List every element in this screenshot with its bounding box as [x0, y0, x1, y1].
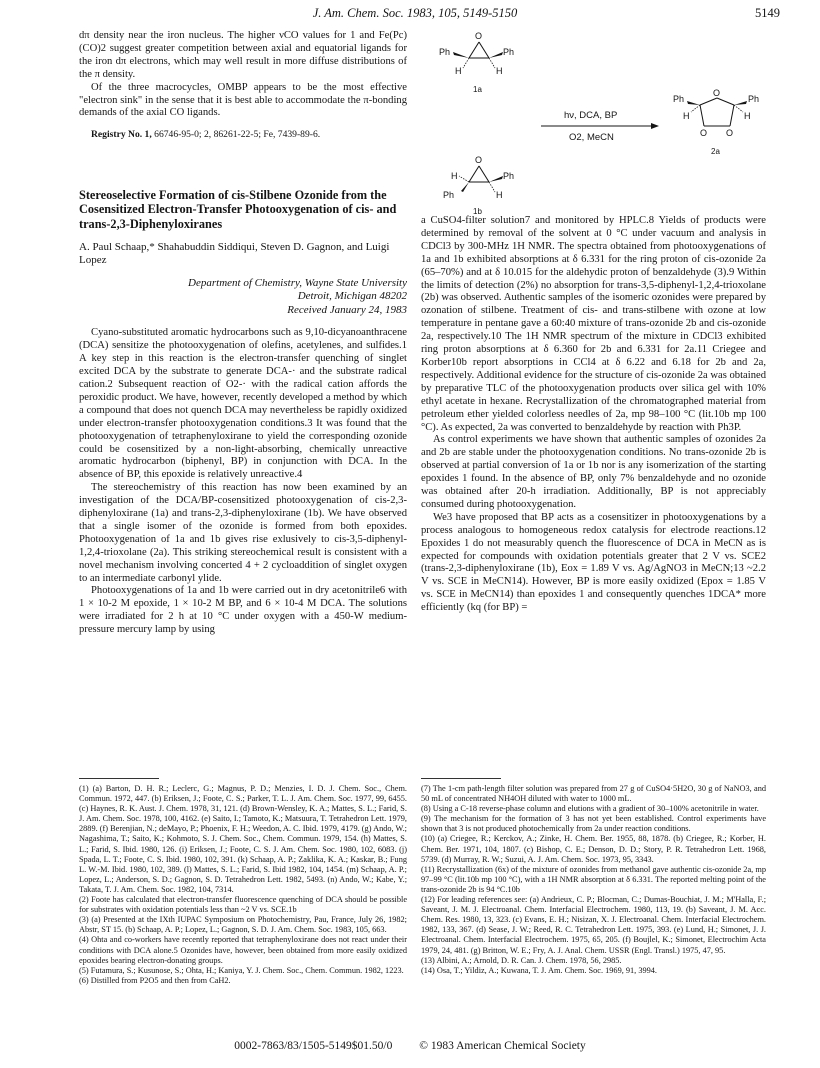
structure-1a	[439, 31, 514, 94]
footnote: (1) (a) Barton, D. H. R.; Leclerc, G.; Magnus, P. D.; Menzies, I. D. J. Chem. Soc., Chem. Commun. 1972, 447. (b) Eriksen, J.; Foote, C. S.; Parker, T. L. J. Am. Chem. Soc. 1977, 99, 6455. (c) Haynes, R. K. Aust. J. Chem. 1978, 31, 121. (d) Brown-Wensley, K. A.; Mattes, S. L.; Farid, S. J. Am. Chem. Soc. 1978, 100, 4162. (e) Saito, I.; Tamoto, K.; Matsuura, T. Tetrahedron Lett. 1979, 2889. (f) Berenjian, N.; deMayo, P.; Phoenix, F. H.; Weedon, A. C. Ibid. 1979, 4179. (g) Ando, W.; Nagashima, T.; Saito, K.; Kohmoto, S. J. Chem. Soc., Chem. Commun. 1979, 154. (h) Mattes, S. L.; Farid, S. Ibid. 1980, 126. (i) Eriksen, J.; Foote, C. S. J. Am. Chem. Soc. 1980, 102, 6083. (j) Spada, L. T.; Foote, C. S. Ibid. 1980, 102, 391. (k) Schaap, A. P.; Zaklika, K. A.; Kaskar, B.; Fung L. W.-M. Ibid. 1980, 102, 389. (l) Mattes, S. L.; Farid, S. Ibid 1982, 104, 1454. (m) Schaap, A. P.; Lopez, L.; Anderson, S. D.; Gagnon, S. D. Tetrahedron Lett. 1982, 5493. (n) Ando, W.; Kabe, Y.; Takata, T. J. Am. Chem. Soc. 1982, 104, 7314.	[79, 784, 407, 894]
footnote: (2) Foote has calculated that electron-transfer fluorescence quenching of DCA should be possible for substrates with oxidation potentials less than ~2 V vs. SCE.1b	[79, 895, 407, 915]
footnote: (11) Recrystallization (6x) of the mixture of ozonides from methanol gave authentic cis-ozonide 2a, mp 97–99 °C (lit.10b mp 100 °C), with a 1H NMR absorption at δ 6.331. The reported melting point of the trans-ozonide 2b is 94 °C.10b	[421, 864, 766, 894]
prev-article-paragraph-2: Of the three macrocycles, OMBP appears to be the most effective "electron sink" in the sense that it is best able to accommodate the π-bonding demands of the axial CO ligands.	[79, 81, 407, 119]
page-number: 5149	[755, 6, 780, 20]
1a-oxygen: O	[475, 31, 483, 41]
1a-h-left: H	[455, 66, 462, 76]
footnote: (14) Osa, T.; Yildiz, A.; Kuwana, T. J. Am. Chem. Soc. 1969, 91, 3994.	[421, 965, 657, 975]
2a-oxygen-right: O	[726, 128, 734, 138]
footnote: (8) Using a C-18 reverse-phase column and elutions with a gradient of 30–100% acetonitrile in water.	[421, 804, 759, 814]
1b-h-left: H	[451, 171, 458, 181]
1b-ph-right: Ph	[503, 171, 515, 181]
affiliation-city: Detroit, Michigan 48202	[297, 290, 407, 303]
conditions-bottom: O2, MeCN	[569, 132, 614, 143]
body-paragraph-1: Cyano-substituted aromatic hydrocarbons such as 9,10-dicyanoanthracene (DCA) sensitize the photooxygenation of olefins, acetylenes, and sulfides.1 A key step in this reaction is the electron-transfer quenching of singlet excited DCA by the substrate to generate DCA-· and the substrate radical cation.2 Subsequent reaction of O2-· with the radical cation affords the peroxidic product. We have, however, recently developed a method by which a compound that does not quench DCA may nevertheless be rapidly oxidized under electron-transfer photooxygenation conditions.3 It was found that the photooxygenation of tetraphenyloxirane to yield the corresponding ozonide could be cosensitized by a non-light-absorbing, chemically unreactive aromatic hydrocarbon (biphenyl, BP) in conjunction with DCA. In the absence of BP, this epoxide is relatively unreactive.4	[79, 327, 407, 481]
footnotes-left	[79, 784, 407, 986]
1b-ph-left: Ph	[443, 190, 455, 200]
registry-label: Registry No. 1,	[91, 129, 152, 141]
structure-2a	[673, 88, 759, 156]
reaction-scheme-drawing	[421, 30, 766, 215]
label-1b: 1b	[473, 207, 482, 215]
2a-ph-left: Ph	[673, 94, 685, 104]
2a-h-right: H	[744, 111, 751, 121]
footnote: (13) Albini, A.; Arnold, D. R. Can. J. Chem. 1978, 56, 2985.	[421, 955, 622, 965]
article-title: Stereoselective Formation of cis-Stilbene Ozonide from the Cosensitized Electron-Transfer Photooxygenation of cis- and trans-2,3-Diphenyloxiranes	[79, 188, 397, 231]
journal-citation: J. Am. Chem. Soc. 1983, 105, 5149-5150	[312, 6, 518, 20]
2a-oxygen-left: O	[700, 128, 708, 138]
body-paragraph-3: Photooxygenations of 1a and 1b were carried out in dry acetonitrile6 with 1 × 10-2 M epoxide, 1 × 10-2 M BP, and 6 × 10-4 M DCA. The solutions were irradiated for 2 h at 10 °C under oxygen with a 450-W medium-pressure mercury lamp by using	[79, 585, 407, 636]
label-1a: 1a	[473, 85, 482, 94]
footnote-rule-left	[79, 778, 159, 779]
right-body-paragraph-2: As control experiments we have shown that authentic samples of ozonides 2a and 2b are stable under the photooxygenation conditions. No trans-ozonide 2b is observed at partial conversion of 1a or 1b nor is any isomerization of the starting epoxides 1 found. In the absence of BP, only 7% benzaldehyde and no ozonide was obtained after 20-h irradiation. Additionally, BP is not appreciably consumed during photooxygenation.	[421, 434, 766, 510]
registry-text: 66746-95-0; 2, 86261-22-5; Fe, 7439-89-6.	[151, 129, 321, 141]
2a-h-left: H	[683, 111, 690, 121]
right-body-paragraph-3: We3 have proposed that BP acts as a cosensitizer in photooxygenations by a process analogous to homogeneous redox catalysis for electrode reactions.12 Epoxides 1 do not measurably quench the fluorescence of DCA in MeCN as is expected for compounds with oxidation potentials greater that 2 V vs. SCE2 (trans-2,3-diphenyloxirane (1b), Eox = 1.89 V vs. Ag/AgNO3 in MeCN;13 ~2.2 V vs. SCE in MeCN14). However, BP is more easily oxidized (Epox = 1.85 V vs. SCE in MeCN14) than epoxides 1 and consequently quenches 1DCA* more efficiently (kq (for BP) =	[421, 511, 766, 614]
footnote: (3) (a) Presented at the IXth IUPAC Symposium on Photochemistry, Pau, France, July 26, 1982; Abstr, ST 15. (b) Schaap, A. P.; Lopez, L.; Gagnon, S. D. J. Am. Chem. Soc. 1983, 105, 663.	[79, 915, 407, 935]
footnote: (7) The 1-cm path-length filter solution was prepared from 27 g of CuSO4·5H2O, 30 g of NaNO3, and 50 mL of concentrated NH4OH diluted with water to 1000 mL.	[421, 784, 766, 804]
reaction-arrow	[541, 110, 659, 143]
footnote: (6) Distilled from P2O5 and then from CaH2.	[79, 975, 231, 985]
footnote: (12) For leading references see: (a) Andrieux, C. P.; Blocman, C.; Dumas-Bouchiat, J. M.; M'Halla, F.; Saveant, J. M. J. Electroanal. Chem. Interfacial Electrochem. 1980, 113, 19. (b) Saveant, J. M. Acc. Chem. Res. 1980, 13, 323. (c) Evans, E. H.; Nisizan, X. J. Electroanal. Chem. Interfacial Electrochem. 1982, 133, 367. (d) Sease, J. W.; Reed, R. C. Tetrahedron Lett. 1975, 393. (e) Lund, H.; Simonet, J. J. Electroanal. Chem. Interfacial Electrochem. 1975, 65, 205. (f) Boujlel, K.; Simonet, Electrochim Acta 1979, 24, 481. (g) Britton, W. E.; Fry, A. J. Anal. Chem. USSR (Engl. Transl.) 1975, 47, 95.	[421, 895, 766, 955]
label-2a: 2a	[711, 147, 720, 156]
right-column	[421, 30, 766, 615]
registry-numbers	[79, 129, 407, 142]
1a-ph-left: Ph	[439, 47, 451, 57]
running-header	[60, 6, 780, 22]
structure-1b	[443, 155, 514, 215]
footnote-rule-right	[421, 778, 501, 779]
footnote: (5) Futamura, S.; Kusunose, S.; Ohta, H.; Kaniya, Y. J. Chem. Soc., Chem. Commun. 1982, 1223.	[79, 965, 404, 975]
affiliation-department: Department of Chemistry, Wayne State University	[188, 276, 407, 289]
page-footer	[0, 1040, 820, 1052]
article-authors: A. Paul Schaap,* Shahabuddin Siddiqui, Steven D. Gagnon, and Luigi Lopez	[79, 240, 390, 267]
right-body-paragraph-1: a CuSO4-filter solution7 and monitored by HPLC.8 Yields of products were determined by removal of the solvent at 0 °C under vacuum and analysis in CDCl3 by 300-MHz 1H NMR. The spectra obtained from photooxygenations of 1a and 1b exhibited absorptions at δ 6.331 for the ring proton of cis-ozonide 2a (65–70%) and at δ 10.015 for the aldehydic proton of benzaldehyde (3).9 Within the limits of detection (2%) no absorption for trans-3,5-diphenyl-1,2,4-trioxolane (2b) was observed. Authentic samples of the isomeric ozonides were prepared by ozonation of stilbene. Treatment of cis- and trans-stilbene with ozone at low temperature in pentane gave a 60:40 mixture of trans-ozonide 2b and cis-ozonide 2a, respectively.10 The 1H NMR spectrum of the mixture in CDCl3 exhibited ring proton absorptions at δ 6.360 for 2b and 6.331 for 2a.11 Criegee and Korber10b report absorptions in CCl4 at δ 6.22 and 6.18 for 2b and 2a, respectively. Additional evidence for the structure of cis-ozonide 2a was obtained by preparative TLC of the photooxygenation products over silica gel with 10% ethyl acetate in hexane. Recrystallization of the chromatographed material from petroleum ether yielded colorless needles of 2a, mp 98–100 °C (lit.10b mp 100 °C). As expected, 2a was converted to benzaldehyde by reaction with Ph3P.	[421, 215, 766, 433]
footnote: (4) Ohta and co-workers have recently reported that tetraphenyloxirane does not react under their conditions with DCA alone.5 Ozonides have, however, been obtained from more easily oxidized epoxides bearing electron-donating groups.	[79, 935, 407, 965]
conditions-top: hν, DCA, BP	[564, 110, 618, 121]
body-paragraph-2: The stereochemistry of this reaction has now been examined by an investigation of the DCA/BP-cosensitized photooxygenation of cis-2,3-diphenyloxirane (1a) and trans-2,3-diphenyloxirane (1b). We have observed that a single isomer of the ozonide is formed from both epoxides. Photooxygenation of 1a and 1b gives rise exlusively to cis-3,5-diphenyl-1,2,4-trioxolane (2a). This striking stereochemical result is consistent with a novel mechanism involving concerted 4 + 2 cycloaddition of singlet oxygen to an intermediate carbonyl ylide.	[79, 482, 407, 584]
left-column	[79, 30, 407, 637]
1b-h-right: H	[496, 190, 503, 200]
received-date: Received January 24, 1983	[287, 303, 407, 316]
footnote: (9) The mechanism for the formation of 3 has not yet been established. Control experiments have shown that 3 is not produced photochemically from 2a under reaction conditions.	[421, 814, 766, 834]
1a-ph-right: Ph	[503, 47, 515, 57]
article-affiliation	[79, 277, 407, 318]
1a-h-right: H	[496, 66, 503, 76]
prev-article-paragraph-1: dπ density near the iron nucleus. The higher νCO values for 1 and Fe(Pc)(CO)2 suggest greater competition between axial and equatorial ligands for the iron dπ electrons, which may well result in more diffuse distributions of the π density.	[79, 30, 407, 80]
footer-copyright: © 1983 American Chemical Society	[419, 1040, 586, 1052]
2a-ph-right: Ph	[748, 94, 760, 104]
footnote: (10) (a) Criegee, R.; Kerckov, A.; Zinke, H. Chem. Ber. 1955, 88, 1878. (b) Criegee, R.; Korber, H. Chem. Ber. 1971, 104, 1807. (c) Bishop, C. E.; Denson, D. D.; Story, P. R. Tetrahedron Lett. 1968, 5739. (d) Murray, R. W.; Suzui, A. J. Am. Chem. Soc. 1973, 95, 3343.	[421, 834, 766, 864]
2a-oxygen-top: O	[713, 88, 721, 98]
footnotes-right	[421, 784, 766, 976]
footer-code: 0002-7863/83/1505-5149$01.50/0	[234, 1040, 393, 1052]
reaction-scheme	[421, 30, 766, 215]
1b-oxygen: O	[475, 155, 483, 165]
